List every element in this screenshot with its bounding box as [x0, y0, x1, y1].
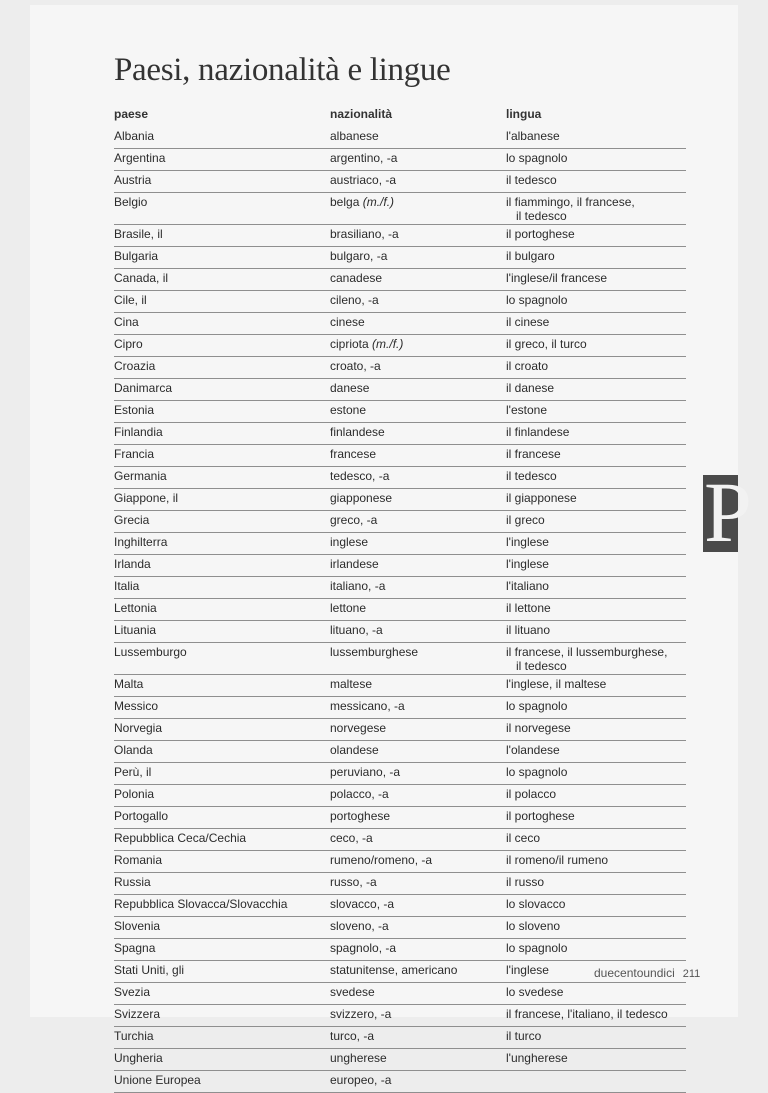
cell-lingua [506, 269, 686, 291]
nazionalita-text: svedese [330, 985, 375, 999]
cell-paese: Perù, il [114, 763, 330, 785]
lingua-line: il croato [506, 359, 549, 373]
table-row [114, 939, 686, 961]
lingua-line: il finlandese [506, 425, 570, 439]
nazionalita-text: peruviano, -a [330, 765, 401, 779]
nazionalita-text: canadese [330, 271, 383, 285]
page-number: 211 [682, 968, 701, 980]
table-row [114, 171, 686, 193]
table-row [114, 1005, 686, 1027]
lingua-line: l'inglese [506, 557, 549, 571]
cell-lingua [506, 247, 686, 269]
lingua-line: il fiammingo, il francese, [506, 195, 635, 209]
cell-nazionalita [330, 357, 506, 379]
cell-nazionalita [330, 467, 506, 489]
lingua-line: lo sloveno [506, 919, 561, 933]
cell-nazionalita [330, 1027, 506, 1049]
lingua-line: il francese, l'italiano, il tedesco [506, 1007, 668, 1021]
page-footer [594, 966, 700, 980]
cell-nazionalita [330, 247, 506, 269]
cell-paese: Romania [114, 851, 330, 873]
lingua-line: l'olandese [506, 743, 560, 757]
table-row [114, 467, 686, 489]
table-row [114, 149, 686, 171]
lingua-line: lo spagnolo [506, 941, 568, 955]
cell-paese: Unione Europea [114, 1071, 330, 1093]
table-row [114, 807, 686, 829]
cell-paese: Albania [114, 127, 330, 149]
cell-paese: Irlanda [114, 555, 330, 577]
cell-paese: Slovenia [114, 917, 330, 939]
nazionalita-text: lituano, -a [330, 623, 383, 637]
cell-lingua [506, 171, 686, 193]
cell-lingua [506, 873, 686, 895]
cell-paese: Argentina [114, 149, 330, 171]
nazionalita-text: statunitense, americano [330, 963, 458, 977]
cell-nazionalita [330, 511, 506, 533]
table-row [114, 1027, 686, 1049]
cell-lingua [506, 225, 686, 247]
nazionalita-text: austriaco, -a [330, 173, 397, 187]
cell-lingua [506, 533, 686, 555]
cell-lingua [506, 555, 686, 577]
cell-nazionalita [330, 489, 506, 511]
cell-paese: Repubblica Slovacca/Slovacchia [114, 895, 330, 917]
cell-paese: Croazia [114, 357, 330, 379]
table-row [114, 873, 686, 895]
cell-lingua [506, 675, 686, 697]
cell-paese: Finlandia [114, 423, 330, 445]
lingua-line: il romeno/il rumeno [506, 853, 609, 867]
cell-nazionalita [330, 621, 506, 643]
table-row [114, 225, 686, 247]
cell-nazionalita [330, 643, 506, 675]
nazionalita-text: greco, -a [330, 513, 378, 527]
nazionalita-text: argentino, -a [330, 151, 398, 165]
lingua-line: lo spagnolo [506, 293, 568, 307]
table-row [114, 269, 686, 291]
table-row [114, 555, 686, 577]
lingua-line: il polacco [506, 787, 557, 801]
nazionalita-text: portoghese [330, 809, 391, 823]
table-row [114, 829, 686, 851]
cell-nazionalita [330, 555, 506, 577]
cell-lingua [506, 829, 686, 851]
cell-lingua [506, 489, 686, 511]
cell-paese: Svizzera [114, 1005, 330, 1027]
table-row [114, 1049, 686, 1071]
lingua-line: lo slovacco [506, 897, 566, 911]
table-row [114, 291, 686, 313]
cell-nazionalita [330, 533, 506, 555]
nazionalita-text: croato, -a [330, 359, 381, 373]
cell-lingua [506, 127, 686, 149]
table-row [114, 763, 686, 785]
table-row [114, 621, 686, 643]
cell-paese: Olanda [114, 741, 330, 763]
cell-nazionalita [330, 401, 506, 423]
lingua-line: l'inglese, il maltese [506, 677, 607, 691]
table-row [114, 643, 686, 675]
cell-nazionalita [330, 577, 506, 599]
lingua-line: il tedesco [516, 209, 567, 223]
nazionalita-text: lettone [330, 601, 367, 615]
nazionalita-text: estone [330, 403, 367, 417]
nazionalita-text: maltese [330, 677, 373, 691]
lingua-line: il lettone [506, 601, 551, 615]
cell-nazionalita [330, 807, 506, 829]
countries-table [114, 127, 686, 1093]
lingua-line: il portoghese [506, 227, 575, 241]
lingua-line: il norvegese [506, 721, 571, 735]
cell-nazionalita [330, 873, 506, 895]
cell-lingua [506, 1049, 686, 1071]
cell-nazionalita [330, 763, 506, 785]
gender-note: (m./f.) [362, 195, 395, 209]
cell-nazionalita [330, 269, 506, 291]
lingua-line: lo spagnolo [506, 699, 568, 713]
cell-lingua [506, 445, 686, 467]
cell-paese: Spagna [114, 939, 330, 961]
cell-lingua [506, 939, 686, 961]
cell-lingua [506, 149, 686, 171]
cell-lingua [506, 193, 686, 225]
cell-lingua [506, 599, 686, 621]
cell-paese: Grecia [114, 511, 330, 533]
cell-nazionalita [330, 127, 506, 149]
cell-nazionalita [330, 193, 506, 225]
table-row [114, 599, 686, 621]
table-row [114, 379, 686, 401]
cell-paese: Polonia [114, 785, 330, 807]
lingua-line: lo spagnolo [506, 151, 568, 165]
nazionalita-text: russo, -a [330, 875, 377, 889]
nazionalita-text: francese [330, 447, 377, 461]
cell-nazionalita [330, 313, 506, 335]
table-row [114, 533, 686, 555]
cell-lingua [506, 313, 686, 335]
cell-paese: Russia [114, 873, 330, 895]
cell-lingua [506, 401, 686, 423]
cell-nazionalita [330, 445, 506, 467]
cell-paese: Danimarca [114, 379, 330, 401]
cell-paese: Canada, il [114, 269, 330, 291]
table-row [114, 247, 686, 269]
nazionalita-text: irlandese [330, 557, 379, 571]
cell-lingua [506, 895, 686, 917]
lingua-line: il greco, il turco [506, 337, 587, 351]
nazionalita-text: slovacco, -a [330, 897, 395, 911]
cell-nazionalita [330, 697, 506, 719]
section-tab [703, 464, 752, 560]
lingua-line: il tedesco [506, 469, 557, 483]
cell-lingua [506, 335, 686, 357]
cell-nazionalita [330, 335, 506, 357]
lingua-line: il portoghese [506, 809, 575, 823]
lingua-line: il turco [506, 1029, 542, 1043]
nazionalita-text: tedesco, -a [330, 469, 390, 483]
cell-paese: Giappone, il [114, 489, 330, 511]
nazionalita-text: ungherese [330, 1051, 387, 1065]
table-row [114, 357, 686, 379]
lingua-line: il francese [506, 447, 561, 461]
cell-paese: Portogallo [114, 807, 330, 829]
nazionalita-text: cinese [330, 315, 365, 329]
cell-nazionalita [330, 917, 506, 939]
nazionalita-text: belga [330, 195, 360, 209]
cell-lingua [506, 511, 686, 533]
lingua-line: lo svedese [506, 985, 564, 999]
table-row [114, 511, 686, 533]
cell-paese: Estonia [114, 401, 330, 423]
cell-nazionalita [330, 171, 506, 193]
table-row [114, 917, 686, 939]
cell-nazionalita [330, 1071, 506, 1093]
cell-paese: Francia [114, 445, 330, 467]
gender-note: (m./f.) [372, 337, 404, 351]
table-row [114, 719, 686, 741]
cell-paese: Cipro [114, 335, 330, 357]
cell-nazionalita [330, 939, 506, 961]
lingua-line: l'estone [506, 403, 547, 417]
nazionalita-text: albanese [330, 129, 379, 143]
nazionalita-text: inglese [330, 535, 369, 549]
nazionalita-text: rumeno/romeno, -a [330, 853, 433, 867]
cell-lingua [506, 851, 686, 873]
cell-lingua [506, 1071, 686, 1093]
table-row [114, 741, 686, 763]
nazionalita-text: cipriota [330, 337, 369, 351]
cell-paese: Germania [114, 467, 330, 489]
cell-paese: Lituania [114, 621, 330, 643]
cell-nazionalita [330, 961, 506, 983]
cell-nazionalita [330, 599, 506, 621]
cell-lingua [506, 291, 686, 313]
nazionalita-text: olandese [330, 743, 379, 757]
nazionalita-text: spagnolo, -a [330, 941, 397, 955]
lingua-line: lo spagnolo [506, 765, 568, 779]
lingua-line: il giapponese [506, 491, 577, 505]
table-row [114, 313, 686, 335]
nazionalita-text: turco, -a [330, 1029, 375, 1043]
cell-nazionalita [330, 851, 506, 873]
table-row [114, 697, 686, 719]
cell-paese: Cina [114, 313, 330, 335]
nazionalita-text: bulgaro, -a [330, 249, 388, 263]
cell-lingua [506, 357, 686, 379]
nazionalita-text: italiano, -a [330, 579, 386, 593]
page-number-word: duecentoundici [594, 966, 675, 980]
lingua-line: il cinese [506, 315, 550, 329]
cell-nazionalita [330, 895, 506, 917]
lingua-line: il russo [506, 875, 545, 889]
lingua-line: l'inglese [506, 535, 549, 549]
cell-nazionalita [330, 983, 506, 1005]
cell-lingua [506, 643, 686, 675]
nazionalita-text: finlandese [330, 425, 385, 439]
lingua-line: il bulgaro [506, 249, 555, 263]
header-paese: paese [114, 107, 149, 121]
cell-nazionalita [330, 1005, 506, 1027]
cell-paese: Norvegia [114, 719, 330, 741]
cell-paese: Austria [114, 171, 330, 193]
table-row [114, 423, 686, 445]
lingua-line: l'albanese [506, 129, 560, 143]
nazionalita-text: ceco, -a [330, 831, 373, 845]
cell-lingua [506, 1005, 686, 1027]
cell-paese: Stati Uniti, gli [114, 961, 330, 983]
table-row [114, 489, 686, 511]
nazionalita-text: messicano, -a [330, 699, 405, 713]
cell-lingua [506, 379, 686, 401]
cell-paese: Repubblica Ceca/Cechia [114, 829, 330, 851]
table-row [114, 193, 686, 225]
nazionalita-text: norvegese [330, 721, 387, 735]
table-row [114, 445, 686, 467]
table-row [114, 785, 686, 807]
table-row [114, 127, 686, 149]
lingua-line: il tedesco [506, 173, 557, 187]
cell-lingua [506, 467, 686, 489]
cell-paese: Messico [114, 697, 330, 719]
lingua-line: il francese, il lussemburghese, [506, 645, 668, 659]
lingua-line: l'inglese [506, 963, 549, 977]
lingua-line: il ceco [506, 831, 541, 845]
cell-nazionalita [330, 291, 506, 313]
cell-nazionalita [330, 379, 506, 401]
page-title: Paesi, nazionalità e lingue [114, 52, 451, 88]
cell-lingua [506, 741, 686, 763]
table-row [114, 335, 686, 357]
cell-lingua [506, 621, 686, 643]
cell-nazionalita [330, 785, 506, 807]
lingua-line: l'ungherese [506, 1051, 568, 1065]
table-row [114, 895, 686, 917]
cell-paese: Italia [114, 577, 330, 599]
nazionalita-text: sloveno, -a [330, 919, 389, 933]
countries-table-body [114, 127, 686, 1093]
table-row [114, 1071, 686, 1093]
cell-nazionalita [330, 423, 506, 445]
cell-paese: Inghilterra [114, 533, 330, 555]
nazionalita-text: cileno, -a [330, 293, 379, 307]
cell-paese: Lussemburgo [114, 643, 330, 675]
cell-lingua [506, 763, 686, 785]
header-nazionalita: nazionalità [330, 107, 393, 121]
nazionalita-text: giapponese [330, 491, 393, 505]
cell-paese: Belgio [114, 193, 330, 225]
cell-lingua [506, 785, 686, 807]
cell-nazionalita [330, 1049, 506, 1071]
lingua-line: il greco [506, 513, 545, 527]
lingua-line: il tedesco [516, 659, 567, 673]
lingua-line: l'inglese/il francese [506, 271, 608, 285]
cell-lingua [506, 577, 686, 599]
table-row [114, 983, 686, 1005]
cell-nazionalita [330, 225, 506, 247]
cell-nazionalita [330, 741, 506, 763]
nazionalita-text: danese [330, 381, 370, 395]
cell-paese: Ungheria [114, 1049, 330, 1071]
lingua-line: il danese [506, 381, 555, 395]
table-row [114, 401, 686, 423]
nazionalita-text: lussemburghese [330, 645, 419, 659]
cell-paese: Svezia [114, 983, 330, 1005]
cell-nazionalita [330, 829, 506, 851]
cell-paese: Bulgaria [114, 247, 330, 269]
cell-lingua [506, 423, 686, 445]
cell-lingua [506, 697, 686, 719]
table-row [114, 851, 686, 873]
table-header [114, 107, 686, 125]
header-lingua: lingua [506, 107, 542, 121]
nazionalita-text: brasiliano, -a [330, 227, 399, 241]
cell-nazionalita [330, 675, 506, 697]
nazionalita-text: polacco, -a [330, 787, 389, 801]
table-row [114, 577, 686, 599]
cell-lingua [506, 917, 686, 939]
section-tab-letter: P [704, 464, 752, 560]
lingua-line: il lituano [506, 623, 551, 637]
cell-lingua [506, 1027, 686, 1049]
cell-lingua [506, 807, 686, 829]
cell-paese: Turchia [114, 1027, 330, 1049]
table-row [114, 675, 686, 697]
cell-nazionalita [330, 149, 506, 171]
cell-paese: Malta [114, 675, 330, 697]
cell-paese: Lettonia [114, 599, 330, 621]
nazionalita-text: svizzero, -a [330, 1007, 392, 1021]
nazionalita-text: europeo, -a [330, 1073, 392, 1087]
cell-lingua [506, 983, 686, 1005]
cell-paese: Brasile, il [114, 225, 330, 247]
cell-nazionalita [330, 719, 506, 741]
cell-lingua [506, 719, 686, 741]
lingua-line: l'italiano [506, 579, 549, 593]
cell-paese: Cile, il [114, 291, 330, 313]
